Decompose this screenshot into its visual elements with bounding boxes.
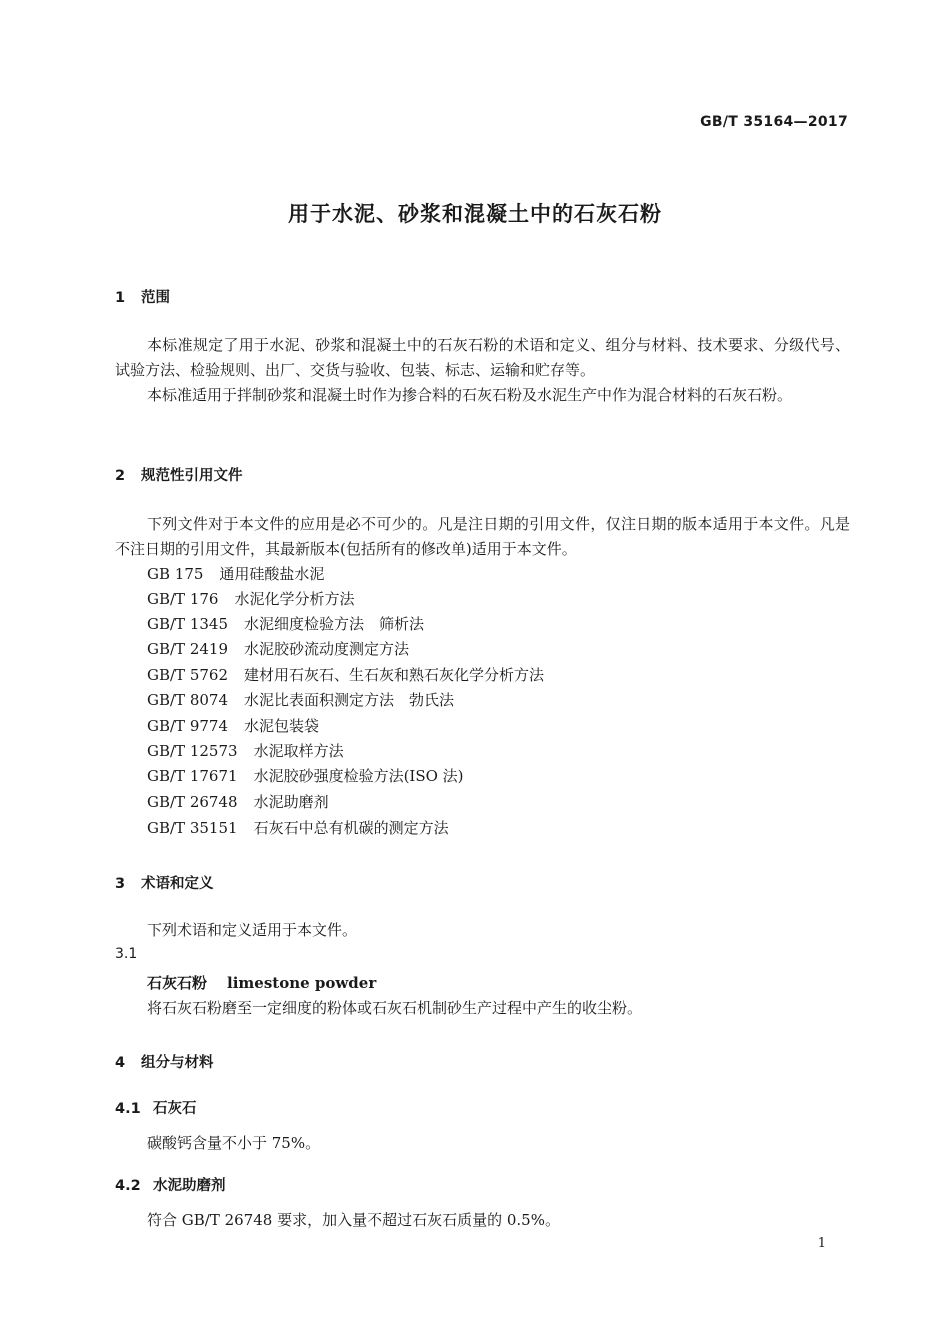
reference-code: GB/T 12573 xyxy=(147,742,238,760)
section-number: 4 xyxy=(115,1055,126,1071)
reference-code: GB/T 26748 xyxy=(147,793,238,811)
reference-name: 石灰石中总有机碳的测定方法 xyxy=(253,819,449,837)
reference-name: 水泥化学分析方法 xyxy=(234,590,355,608)
section-title: 组分与材料 xyxy=(141,1055,214,1071)
reference-item xyxy=(147,665,544,685)
reference-name: 水泥包装袋 xyxy=(244,717,320,735)
section-number: 2 xyxy=(115,468,126,484)
section-title: 术语和定义 xyxy=(141,876,214,892)
reference-name: 通用硅酸盐水泥 xyxy=(219,565,325,583)
section-title: 范围 xyxy=(141,290,170,306)
paragraph: 本标准规定了用于水泥、砂浆和混凝土中的石灰石粉的术语和定义、组分与材料、技术要求、分级代号、试验方法、检验规则、出厂、交货与验收、包装、标志、运输和贮存等。 xyxy=(115,336,850,379)
subsection-4-1-heading xyxy=(115,1097,197,1118)
reference-item xyxy=(147,818,449,838)
subsection-text: 碳酸钙含量不小于 75%。 xyxy=(147,1134,321,1152)
reference-code: GB/T 9774 xyxy=(147,717,229,735)
reference-item xyxy=(147,716,319,736)
reference-name: 水泥取样方法 xyxy=(253,742,344,760)
terms-intro: 下列术语和定义适用于本文件。 xyxy=(147,921,358,939)
section-number: 3 xyxy=(115,876,126,892)
reference-item xyxy=(147,564,324,584)
reference-code: GB/T 2419 xyxy=(147,640,229,658)
section-number: 1 xyxy=(115,290,126,306)
section-title: 规范性引用文件 xyxy=(141,468,243,484)
reference-item xyxy=(147,690,454,710)
term-zh: 石灰石粉 xyxy=(147,974,208,992)
subsection-title: 水泥助磨剂 xyxy=(153,1178,226,1194)
standard-code: GB/T 35164—2017 xyxy=(700,114,848,130)
subsection-text: 符合 GB/T 26748 要求，加入量不超过石灰石质量的 0.5%。 xyxy=(147,1211,560,1229)
reference-name: 水泥胶砂流动度测定方法 xyxy=(244,640,410,658)
paragraph: 本标准适用于拌制砂浆和混凝土时作为掺合料的石灰石粉及水泥生产中作为混合材料的石灰石粉。 xyxy=(147,386,793,404)
term-entry xyxy=(147,972,376,993)
subsection-number: 4.1 xyxy=(115,1101,141,1117)
reference-code: GB 175 xyxy=(147,565,204,583)
reference-item xyxy=(147,639,409,659)
section-4-heading xyxy=(115,1051,214,1072)
reference-item xyxy=(147,614,424,634)
reference-code: GB/T 176 xyxy=(147,590,219,608)
reference-code: GB/T 35151 xyxy=(147,819,238,837)
page-number: 1 xyxy=(817,1236,826,1251)
reference-item xyxy=(147,741,344,761)
document-title: 用于水泥、砂浆和混凝土中的石灰石粉 xyxy=(288,202,662,226)
reference-name: 水泥细度检验方法 筛析法 xyxy=(244,615,425,633)
reference-code: GB/T 1345 xyxy=(147,615,229,633)
paragraph: 下列文件对于本文件的应用是必不可少的。凡是注日期的引用文件，仅注日期的版本适用于本文件。凡是不注日期的引用文件，其最新版本(包括所有的修改单)适用于本文件。 xyxy=(115,515,850,558)
reference-name: 水泥比表面积测定方法 勃氏法 xyxy=(244,691,455,709)
subsection-title: 石灰石 xyxy=(153,1101,197,1117)
reference-name: 水泥胶砂强度检验方法(ISO 法) xyxy=(253,767,464,785)
section-3-heading xyxy=(115,872,214,893)
term-en: limestone powder xyxy=(227,974,377,992)
reference-code: GB/T 17671 xyxy=(147,767,238,785)
reference-code: GB/T 8074 xyxy=(147,691,229,709)
section-1-heading xyxy=(115,286,170,307)
reference-item xyxy=(147,589,354,609)
subsection-number: 4.2 xyxy=(115,1178,141,1194)
term-number: 3.1 xyxy=(115,946,138,962)
reference-item xyxy=(147,792,329,812)
reference-item xyxy=(147,766,464,786)
subsection-4-2-heading xyxy=(115,1174,226,1195)
section-2-heading xyxy=(115,464,243,485)
reference-code: GB/T 5762 xyxy=(147,666,229,684)
term-definition: 将石灰石粉磨至一定细度的粉体或石灰石机制砂生产过程中产生的收尘粉。 xyxy=(147,999,643,1017)
reference-name: 水泥助磨剂 xyxy=(253,793,329,811)
reference-name: 建材用石灰石、生石灰和熟石灰化学分析方法 xyxy=(244,666,545,684)
